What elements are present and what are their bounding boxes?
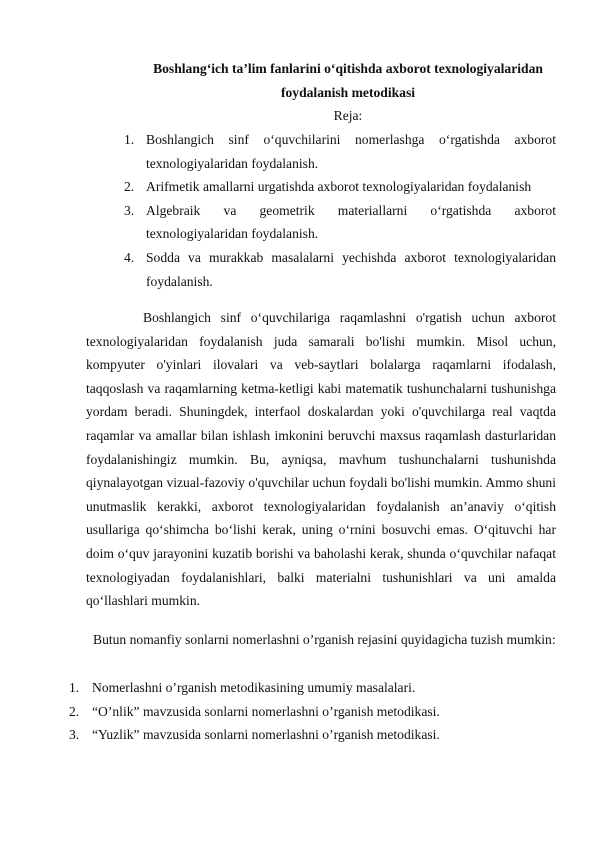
list-item <box>69 676 556 700</box>
list-item <box>69 723 556 747</box>
plan-item <box>124 199 556 246</box>
plan-item-number: 2. <box>124 179 135 195</box>
list-item-text: Nomerlashni o’rganish metodikasining umumiy masalalari. <box>92 680 416 695</box>
list-item-number: 2. <box>69 703 80 719</box>
plan-item-number: 1. <box>124 132 135 147</box>
document-title <box>140 57 556 104</box>
title-line-1: Boshlang‘ich ta’lim fanlarini o‘qitishda axborot texnologiyalaridan <box>153 61 543 76</box>
plan-item-text: Algebraik va geometrik materiallarni o‘rgatishda axborot texnologiyalaridan foydalanish. <box>146 202 556 242</box>
list-item-number: 1. <box>69 680 80 695</box>
plan-item-text: Arifmetik amallarni urgatishda axborot texnologiyalaridan foydalanish <box>146 179 532 195</box>
list-item-text: “Yuzlik” mavzusida sonlarni nomerlashni o’rganish metodikasi. <box>92 727 440 743</box>
list-item <box>69 700 556 724</box>
body-paragraph: Boshlangich sinf o‘quvchilariga raqamlashni o'rgatish uchun axborot texnologiyalaridan foydalanish juda samarali bo'lishi mumkin. Misol uchun, kompyuter o'yinlari ilovalari va veb-saytlari bolalarga raqamlarni ifodalash, taqqoslash va raqamlarning ketma-ketligi kabi matematik tushunchalarni tushunishga yordam beradi. Shuningdek, interfaol doskalardan yoki o'quvchilarga real vaqtda raqamlar va amallar bilan ishlash imkonini beruvchi maxsus raqamlash dasturlaridan foydalanishingiz mumkin. Bu, ayniqsa, mavhum tushunchalarni tushunishda qiynalayotgan vizual-fazoviy o'quvchilar uchun foydali bo'lishi mumkin. Ammo shuni unutmaslik kerakki, axborot texnologiyalaridan foydalanish an’anaviy o‘qitish usullariga qo‘shimcha bo‘lishi kerak, uning o‘rnini bosuvchi emas. O‘qituvchi har doim o‘quv jarayonini kuzatib borishi va baholashi kerak, shunda o‘quvchilar nafaqat texnologiyadan foydalanishlari, balki materialni tushunishlari va uni amalda qo‘llashlari mumkin. <box>86 310 556 609</box>
plan-list <box>124 128 556 293</box>
plan-item <box>124 175 556 199</box>
plan-item-text: Sodda va murakkab masalalarni yechishda axborot texnologiyalaridan foydalanish. <box>146 249 556 289</box>
list-item-number: 3. <box>69 727 80 743</box>
numbering-plan-list <box>69 676 556 747</box>
intro-paragraph: Butun nomanfiy sonlarni nomerlashni o’rganish rejasini quyidagicha tuzish mumkin: <box>93 632 556 647</box>
list-item-text: “O’nlik” mavzusida sonlarni nomerlashni o’rganish metodikasi. <box>92 703 440 719</box>
plan-item-number: 4. <box>124 249 135 265</box>
plan-item <box>124 128 556 175</box>
plan-label: Reja: <box>333 108 363 123</box>
plan-item-number: 3. <box>124 202 135 218</box>
plan-item <box>124 246 556 293</box>
title-line-2: foydalanish metodikasi <box>280 84 416 100</box>
plan-item-text: Boshlangich sinf o‘quvchilarini nomerlashga o‘rgatishda axborot texnologiyalaridan foydalanish. <box>146 132 556 171</box>
